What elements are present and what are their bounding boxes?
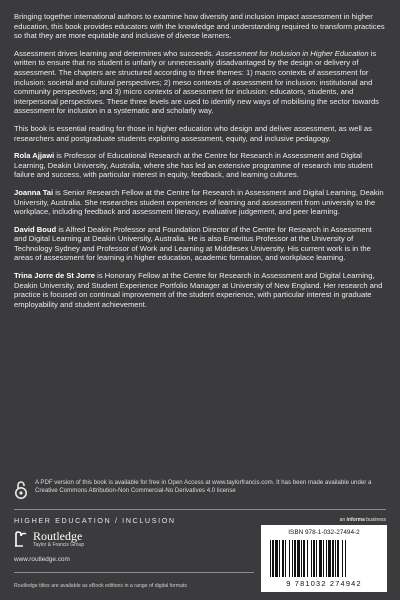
- author-name: Trina Jorre de St Jorre: [14, 271, 96, 281]
- description-p2-start: Assessment drives learning and determines who succeeds.: [14, 48, 216, 58]
- publisher-wordmark: [33, 530, 84, 548]
- barcode-bar: [307, 540, 308, 577]
- divider-bottom: [14, 572, 254, 573]
- subject-category: HIGHER EDUCATION / INCLUSION: [14, 516, 176, 525]
- barcode-bar: [326, 540, 327, 577]
- open-access-lock-icon: [14, 480, 28, 500]
- book-title-italic: Assessment for Inclusion in Higher Education: [215, 48, 369, 58]
- barcode-bar: [270, 540, 271, 577]
- barcode-bar: [294, 540, 296, 577]
- isbn-text: ISBN 978-1-032-27494-2: [288, 529, 360, 536]
- author-name: David Boud: [14, 224, 57, 234]
- informa-prefix: an: [339, 517, 347, 523]
- divider-top: [14, 509, 386, 510]
- barcode-bar: [301, 540, 302, 577]
- barcode-bar: [319, 540, 322, 577]
- barcode-bar: [311, 540, 312, 577]
- barcode-bar: [275, 540, 278, 577]
- author-bio-text: is Alfred Deakin Professor and Foundation Director of the Centre for Research in Assessment and Digital Learning at Deakin University, Australia. He is also Emeritus Professor at the University of Technology Sydney and Professor of Work and Learning at Middlesex University. His current work is in the areas of assessment for learning in higher education, academic formation, and workplace learning.: [14, 224, 372, 263]
- routledge-logo-icon: [14, 531, 28, 547]
- informa-suffix: business: [364, 517, 386, 523]
- barcode-bar: [335, 540, 336, 577]
- informa-business-line: [340, 517, 386, 523]
- barcode-bar: [303, 540, 305, 577]
- author-name: Joanna Tai: [14, 187, 54, 197]
- cover-text: [14, 12, 386, 317]
- author-bio-boud: [14, 225, 386, 263]
- barcode-icon: [270, 540, 378, 577]
- barcode-bar: [289, 540, 290, 577]
- author-bio-text: is Senior Research Fellow at the Centre for Research in Assessment and Digital Learning, Deakin University, Australia. She researches student experiences of learning and assessment from university to the workplace, including feedback and assessment literacy, evaluative judgement, and peer learning.: [14, 187, 384, 217]
- open-access-notice: [14, 479, 386, 500]
- description-paragraph-3: This book is essential reading for those in higher education who design and deliver assessment, as well as researchers and postgraduate students exploring assessment, equity, and inclusive pedagogy.: [14, 123, 372, 143]
- barcode-bar: [297, 540, 300, 577]
- publisher-url[interactable]: www.routledge.com: [14, 556, 70, 563]
- barcode-bar: [292, 540, 293, 577]
- informa-brand: informa: [346, 517, 365, 523]
- author-bio-text: is Honorary Fellow at the Centre for Research in Assessment and Digital Learning, Deakin University, and Student Experience Portfolio Manager at University of New England. Her research and practice is focused on continual improvement of the student experience, with particular interest in graduate employability and student achievement.: [14, 271, 383, 309]
- author-name: Rola Ajjawi: [14, 151, 55, 161]
- description-paragraph-1: Bringing together international authors to examine how diversity and inclusion impact assessment in higher education, this book provides educators with the knowledge and understanding required to transform practices so that they are more equitable and inclusive of diverse learners.: [14, 12, 385, 41]
- author-bio-text: is Professor of Educational Research at the Centre for Research in Assessment and Digital Learning, Deakin University, Australia, where she has led an extensive programme of research into student failure and success, with particular interest in equity, feedback, and learning cultures.: [14, 151, 373, 180]
- publisher-subtitle: Taylor & Francis Group: [33, 542, 85, 548]
- ebook-availability-note: Routledge titles are available as eBook editions in a range of digital formats: [14, 583, 188, 589]
- barcode-bar: [328, 540, 331, 577]
- barcode-bar: [345, 540, 346, 577]
- barcode-bar: [282, 540, 284, 577]
- barcode-bar: [272, 540, 274, 577]
- description-p2-rest: is written to ensure that no student is unfairly or unnecessarily disadvantaged by the design or delivery of assessment. The chapters are structured according to three themes: 1) macro contexts of assessment for inclusion: societal and cultural perspectives; 2) meso contexts of assessment for inclusion: institutional and community perspectives; and 3) micro contexts of assessment for inclusion: educators, students, and interpersonal perspectives. These three levels are used to identify new ways of mobilising the sector towards assessment for inclusion in a systematic and scholarly way.: [14, 48, 379, 116]
- barcode-bar: [342, 540, 343, 577]
- barcode-bar: [332, 540, 334, 577]
- description-paragraph-2: [14, 49, 386, 116]
- barcode-box: [261, 525, 387, 592]
- barcode-bar: [316, 540, 317, 577]
- publisher-logo: [14, 530, 84, 548]
- open-access-text: A PDF version of this book is available for free in Open Access at www.taylorfrancis.com. It has been made available under a Creative Commons Attribution-Non Commercial-No Derivatives 4.0 license: [35, 479, 372, 494]
- barcode-digits: 9 781032 274942: [286, 579, 362, 588]
- author-bio-jorre-de-st-jorre: [14, 271, 386, 309]
- barcode-bar: [323, 540, 324, 577]
- barcode-bar: [279, 540, 280, 577]
- barcode-bar: [337, 540, 339, 577]
- publisher-name: Routledge: [33, 529, 83, 543]
- barcode-bar: [313, 540, 315, 577]
- author-bio-tai: [14, 188, 386, 217]
- author-bio-ajjawi: [14, 151, 386, 180]
- barcode-bar: [285, 540, 286, 577]
